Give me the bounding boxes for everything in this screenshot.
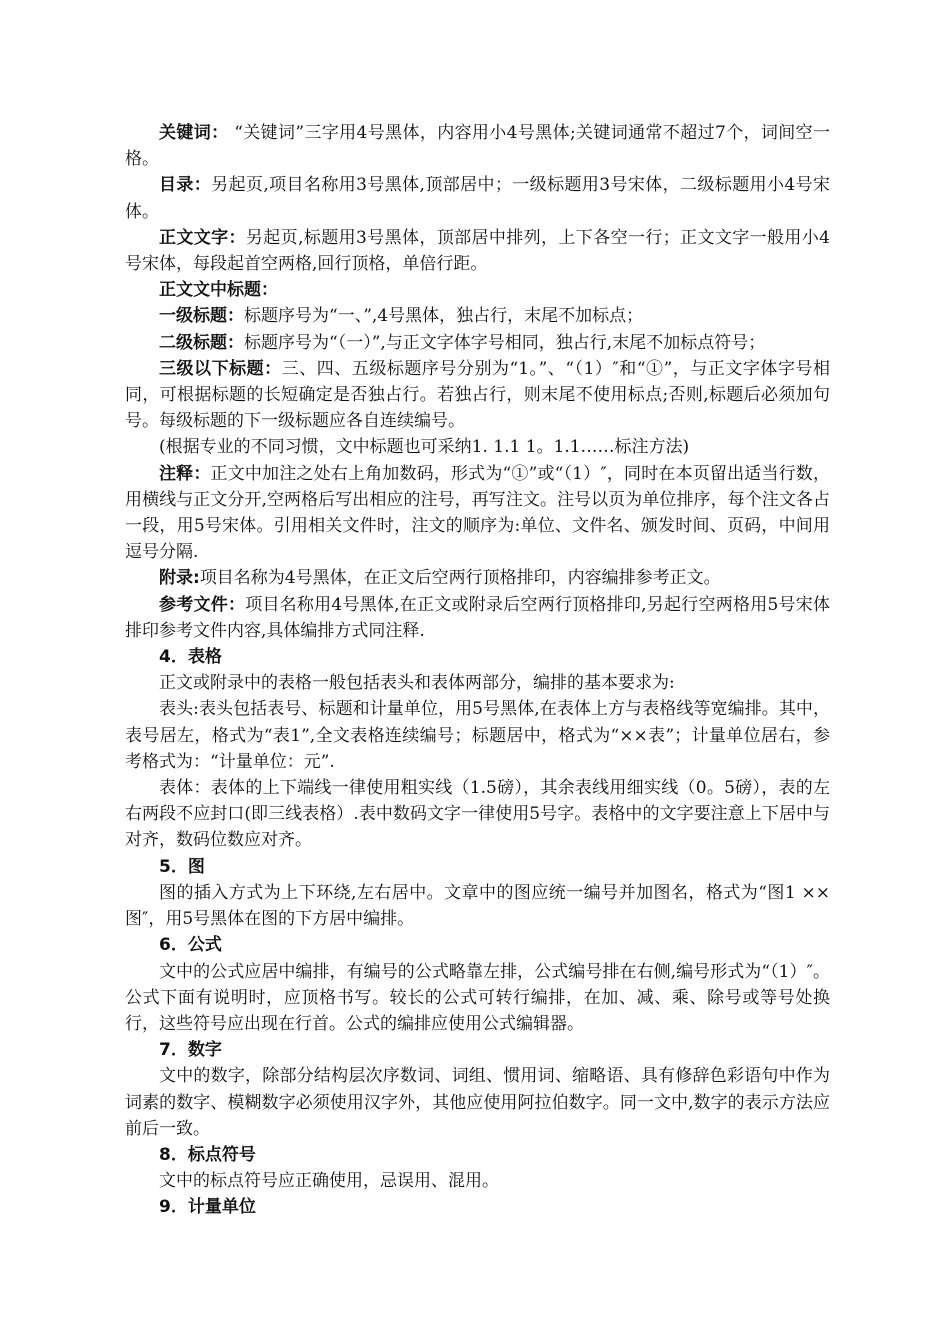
paragraph-tables-intro: 正文或附录中的表格一般包括表头和表体两部分，编排的基本要求为: bbox=[159, 673, 675, 694]
paragraph-text: 另起页,标题用3号黑体，顶部居中排列，上下各空一行；正文文字一般用小4号宋体，每段起首空两格,回行顶格，单倍行距。 bbox=[125, 227, 830, 275]
paragraph-label: 一级标题： bbox=[159, 306, 244, 327]
paragraph-text: 标题序号为“一、”,4号黑体，独占行，末尾不加标点； bbox=[244, 306, 644, 327]
paragraph-contents bbox=[125, 172, 830, 224]
paragraph-numbers: 文中的数字，除部分结构层次序数词、词组、惯用词、缩略语、具有修辞色彩语句中作为词素的数字、模糊数字必须使用汉字外，其他应使用阿拉伯数字。同一文中,数字的表示方法应前后一致。 bbox=[125, 1066, 830, 1139]
paragraph-body-headings bbox=[125, 277, 830, 303]
paragraph-table-header: 表头:表头包括表号、标题和计量单位，用5号黑体,在表体上方与表格线等宽编排。其中，表号居左，格式为“表1”,全文表格连续编号；标题居中，格式为“××表”；计量单位居右，参考格式为：“计量单位：元”. bbox=[125, 699, 830, 772]
paragraph-punctuation: 文中的标点符号应正确使用，忌误用、混用。 bbox=[159, 1171, 499, 1192]
paragraph-label: 目录： bbox=[159, 175, 212, 196]
paragraph-text: 标题序号为“（一）”,与正文字体字号相同，独占行,末尾不加标点符号； bbox=[244, 332, 766, 353]
paragraph-text: 另起页,项目名称用3号黑体,顶部居中；一级标题用3号宋体，二级标题用小4号宋体。 bbox=[125, 175, 830, 222]
paragraph-level1-heading bbox=[125, 303, 830, 329]
paragraph-text: 项目名称用4号黑体,在正文或附录后空两行顶格排印,另起行空两格用5号宋体排印参考文件内容,具体编排方式同注释. bbox=[125, 594, 830, 641]
section-heading-tables: 4．表格 bbox=[159, 647, 222, 668]
paragraph-label: 参考文件： bbox=[159, 594, 246, 615]
paragraph-label: 二级标题： bbox=[159, 332, 244, 353]
document-body bbox=[125, 120, 830, 1221]
section-heading-figures: 5．图 bbox=[159, 856, 205, 877]
section-heading-punctuation: 8．标点符号 bbox=[159, 1144, 256, 1165]
paragraph-references bbox=[125, 592, 830, 644]
paragraph-text: “关键词”三字用4号黑体，内容用小4号黑体;关键词通常不超过7个，词间空一格。 bbox=[125, 123, 830, 170]
paragraph-footnotes bbox=[125, 461, 830, 566]
paragraph-label: 三级以下标题： bbox=[159, 358, 282, 379]
paragraph-text: 三、四、五级标题序号分别为“1。”、“（1）″和“①”，与正文字体字号相同，可根据标题的长短确定是否独占行。若独占行，则末尾不使用标点;否则,标题后必须加句号。每级标题的下一级标题应各自连续编号。 bbox=[125, 358, 831, 432]
paragraph-label: 注释： bbox=[159, 463, 211, 484]
section-heading-formulas: 6．公式 bbox=[159, 935, 222, 956]
paragraph-formulas: 文中的公式应居中编排，有编号的公式略靠左排，公式编号排在右侧,编号形式为“（1）″。公式下面有说明时，应顶格书写。较长的公式可转行编排，在加、减、乘、除号或等号处换行，这些符号应出现在行首。公式的编排应使用公式编辑器。 bbox=[125, 961, 830, 1034]
paragraph-text: (根据专业的不同习惯，文中标题也可采纳1. 1.1 1。1.1……标注方法) bbox=[159, 437, 690, 458]
paragraph-body-text bbox=[125, 225, 830, 277]
paragraph-text: 正文中加注之处右上角加数码，形式为“①”或“（1）″，同时在本页留出适当行数，用横线与正文分开,空两格后写出相应的注号，再写注文。注号以页为单位排序，每个注文各占一段，用5号宋体。引用相关文件时，注文的顺序为:单位、文件名、颁发时间、页码，中间用逗号分隔. bbox=[125, 463, 830, 563]
section-heading-units: 9．计量单位 bbox=[159, 1197, 256, 1218]
paragraph-label: 附录: bbox=[159, 568, 200, 589]
paragraph-level3-heading bbox=[125, 356, 830, 435]
paragraph-text: 项目名称为4号黑体，在正文后空两行顶格排印，内容编排参考正文。 bbox=[199, 568, 721, 589]
paragraph-label: 正文文字： bbox=[159, 227, 246, 248]
paragraph-keywords bbox=[125, 120, 830, 172]
section-heading-numbers: 7．数字 bbox=[159, 1040, 222, 1061]
paragraph-figures: 图的插入方式为上下环绕,左右居中。文章中的图应统一编号并加图名，格式为“图1 ××图″，用5号黑体在图的下方居中编排。 bbox=[125, 882, 830, 930]
paragraph-label: 正文文中标题： bbox=[159, 280, 278, 301]
paragraph-label: 关键词： bbox=[159, 123, 229, 143]
paragraph-numbering-note bbox=[125, 434, 830, 460]
paragraph-appendix bbox=[125, 565, 830, 591]
paragraph-level2-heading bbox=[125, 330, 830, 356]
paragraph-table-body: 表体：表体的上下端线一律使用粗实线（1.5磅），其余表线用细实线（0。5磅），表的左右两段不应封口(即三线表格）.表中数码文字一律使用5号字。表格中的文字要注意上下居中与对齐，数码位数应对齐。 bbox=[125, 778, 830, 851]
